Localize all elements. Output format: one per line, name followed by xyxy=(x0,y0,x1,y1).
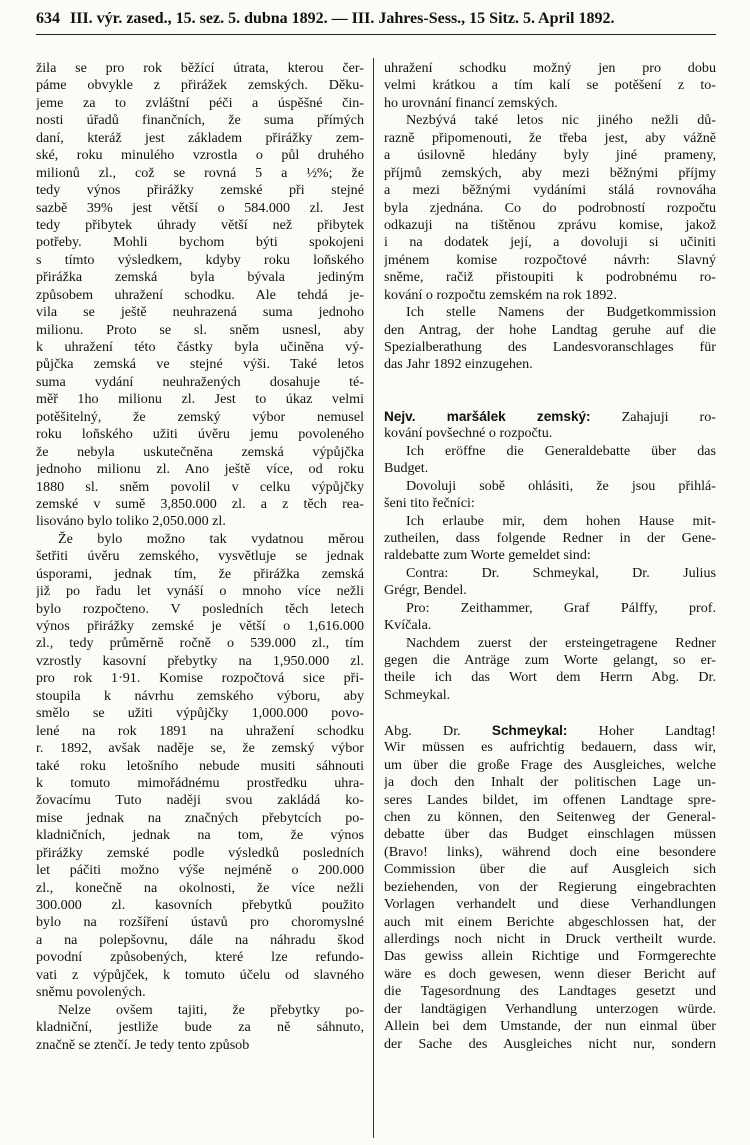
text-line: ské, roku minulého vzrostla o půl druhého xyxy=(36,147,364,164)
text-line: Allein bei dem Umstande, der nun einmal über xyxy=(384,1018,716,1035)
text-line: smělo se užiti výpůjčky 1,000.000 povo- xyxy=(36,705,364,722)
text-line: přirážka zemská byla bývala jediným xyxy=(36,269,364,286)
paragraph-schodek xyxy=(384,60,716,112)
text-line: byla zjednána. Co do podrobností rozpočtu xyxy=(384,199,716,216)
text-line: r. 1892, avšak naděje se, že zemský výbor xyxy=(36,740,364,757)
text-line: let páčiti možno výše nejméně o 200.000 xyxy=(36,862,364,879)
text-line: beziehenden, von der Regierung eingebrachten xyxy=(384,878,716,895)
text-line: 1880 sl. sněm povolil v celku výpůjčky xyxy=(36,478,364,495)
text-line: jménem komise rozpočtové návrh: Slavný xyxy=(384,251,716,268)
text-line: jednoho milionu zl. Ano ještě více, od roku xyxy=(36,461,364,478)
text-line: suma vydání neuhražených dosahuje té- xyxy=(36,373,364,390)
text-line: úsporami, jednak tím, že přirážka zemská xyxy=(36,565,364,582)
text-line: lené na rok 1891 na uhražení schodku xyxy=(36,722,364,739)
paragraph-generaldebatte xyxy=(384,443,716,478)
text-line: také roku letošního nebude musiti sáhnouti xyxy=(36,757,364,774)
paragraph-redner-german xyxy=(384,513,716,565)
text-line: mise jednak na značných přebytcích po- xyxy=(36,809,364,826)
speaker-line xyxy=(384,722,716,739)
text-line: zl., konečně na okolnosti, že více nežli xyxy=(36,879,364,896)
text-line: pro rok 1·91. Komise rozpočtová sice při- xyxy=(36,670,364,687)
speaker-name: Schmeykal: xyxy=(491,722,568,738)
paragraph-navrh xyxy=(384,112,716,304)
page-number: 634 xyxy=(36,10,60,27)
running-header xyxy=(36,6,714,32)
text-line: ho urovnání financí zemských. xyxy=(384,94,558,111)
text-line: kladniční, jestliže bude za ně sáhnuto, xyxy=(36,1019,364,1036)
text-line: Contra: Dr. Schmeykal, Dr. Julius xyxy=(406,564,716,581)
text-line: bylo na rozšíření ústavů pro choromyslné xyxy=(36,914,364,931)
text-line: Spezialberathung des Landesvoranschlages für xyxy=(384,339,716,355)
text-line: zutheilen, dass folgende Redner in der Gene- xyxy=(384,529,716,546)
text-line: der landtägigen Verhandlung unterzogen würde. xyxy=(384,1000,716,1017)
column-divider xyxy=(373,58,374,1138)
text-line: žila se pro rok běžící útrata, kterou čer- xyxy=(36,60,364,76)
text-line: razně připomenouti, že třeba jest, aby vážně xyxy=(384,129,716,146)
text-line: nosti úřadů finančních, že suma přímých xyxy=(36,112,364,129)
text-line: velmi krátkou a tím kalí se potěšení z to- xyxy=(384,77,716,94)
text-line: ja doch den Inhalt der politischen Lage un- xyxy=(384,774,716,791)
text-line: zemské v sumě 3,850.000 zl. a z těch rea- xyxy=(36,495,364,512)
text-line: chen zu können, den Seitenweg der General- xyxy=(384,808,716,825)
text-line: s tímto výsledkem, kdyby roku loňského xyxy=(36,251,364,268)
marshal-name: Nejv. maršálek zemský: xyxy=(384,408,591,424)
text-line: der Sache des Ausgleiches nicht nur, sondern xyxy=(384,1035,716,1052)
text-line: k uhražení této částky byla učiněna vý- xyxy=(36,339,364,355)
text-line: způsobem uhražení schodku. Ale tehdá je- xyxy=(36,286,364,303)
text-line: Schmeykal. xyxy=(384,686,451,703)
text-line: milionů zl., což se rovná 5 a ½%; že xyxy=(36,164,364,181)
text-line: Grégr, Bendel. xyxy=(384,582,467,599)
spacer xyxy=(384,704,716,721)
text-line: i na dodatek její, a dovoluji si učiniti xyxy=(384,234,716,251)
text-line: sněmu povolených. xyxy=(36,984,146,1001)
marshal-line-2: kování povšechné o rozpočtu. xyxy=(384,425,553,442)
text-line: kování o rozpočtu zemském na rok 1892. xyxy=(384,286,617,303)
text-line: theile ich das Wort dem Herrn Abg. Dr. xyxy=(384,669,716,686)
text-line: sněme, račiž přistoupiti k podrobnému ro- xyxy=(384,269,716,286)
text-line: Vorlagen verhandelt und diese Verhandlungen xyxy=(384,896,716,913)
text-line: debatte über das Budget einschlagen müssen xyxy=(384,826,716,843)
text-line: a úsilovně hledány byly jiné prameny, xyxy=(384,147,716,164)
text-line: auch mit einem Berichte abgeschlossen hat, der xyxy=(384,913,716,930)
text-line: Pro: Zeithammer, Graf Pálffy, prof. xyxy=(406,599,716,616)
text-line: daní, kteráž jest základem přirážky zem- xyxy=(36,129,364,146)
text-line: jeme za to zvláštní péči a úspěšné čin- xyxy=(36,94,364,111)
text-line: Ich eröffne die Generaldebatte über das xyxy=(406,442,716,459)
marshal-line xyxy=(384,408,716,425)
text-line: šeni tito řečníci: xyxy=(384,495,475,512)
text-line: (Bravo! links), während doch eine besondere xyxy=(384,843,716,860)
text-line: odkazuji na tištěnou zprávu komise, jakož xyxy=(384,216,716,233)
paragraph-antrag-german xyxy=(384,304,716,374)
text-line: tedy výnos přirážky zemské při stejné xyxy=(36,182,364,199)
paragraph-recnici xyxy=(384,478,716,513)
text-line: Ich erlaube mir, dem hohen Hause mit- xyxy=(406,512,716,529)
speech-body xyxy=(384,739,716,1053)
text-line: Dovoluji sobě ohlásiti, že jsou přihlá- xyxy=(406,477,716,494)
text-line: den Antrag, der hohe Landtag geruhe auf die xyxy=(384,321,716,338)
text-line: měř 1ho milionu zl. Jest to úkaz velmi xyxy=(36,391,364,408)
text-line: zl., tedy průměrně ročně o 539.000 zl., tím xyxy=(36,635,364,652)
text-line: das Jahr 1892 einzugehen. xyxy=(384,356,533,373)
text-line: potěšitelný, že zemský výbor nemusel xyxy=(36,408,364,425)
text-line: značně se ztenčí. Je tedy tento způsob xyxy=(36,1036,250,1053)
text-line: že nebyla uskutečněna zemská výpůjčka xyxy=(36,443,364,460)
text-line: a na polepšovnu, dále na náhradu škod xyxy=(36,931,364,948)
text-line: Nachdem zuerst der ersteingetragene Redner xyxy=(406,634,716,651)
text-line: vati z výpůjček, k tomuto účelu od slavného xyxy=(36,966,364,983)
paragraph-first-speaker xyxy=(384,635,716,705)
text-line: Budget. xyxy=(384,460,429,477)
text-line: bylo rozpočteno. V posledních těch letech xyxy=(36,600,364,617)
text-line: die Tagesordnung des Landtages gesetzt und xyxy=(384,983,716,1000)
text-line: šetřiti úvěru zemského, vysvětluje se jednak xyxy=(36,548,364,565)
text-line: vila se ještě neuhrazená suma jednoho xyxy=(36,304,364,321)
text-line: Nelze ovšem tajiti, že přebytky po- xyxy=(58,1001,364,1018)
speaker-prefix: Abg. Dr. xyxy=(384,722,461,739)
text-line: uhražení schodku možný jen pro dobu xyxy=(384,60,716,76)
text-line: k tomuto mimořádnému prostředku uhra- xyxy=(36,774,364,791)
text-line: potřeby. Mohli bychom býti spokojeni xyxy=(36,234,364,251)
text-line: Nezbývá také letos nic jiného nežli dů- xyxy=(406,112,716,129)
text-line: půjčka zemská ve stejné výši. Také letos xyxy=(36,356,364,373)
text-line: příjmů zemských, aby mezi běžnými příjmy xyxy=(384,164,716,181)
text-line: Kvíčala. xyxy=(384,617,432,634)
text-line: gegen die Anträge zum Worte gelangt, so er- xyxy=(384,652,716,668)
text-line: Das gewiss allein Richtige und Formgerechte xyxy=(384,948,716,965)
speakers-pro xyxy=(384,600,716,635)
text-line: Wir müssen es aufrichtig bedauern, dass wir, xyxy=(384,739,716,756)
text-line: milionu. Proto se sl. sněm usnesl, aby xyxy=(36,321,364,338)
text-line: žovacímu Tuto naději svou zakládá ko- xyxy=(36,792,364,809)
text-line: stoupila k návrhu zemského výboru, aby xyxy=(36,687,364,704)
right-column xyxy=(384,60,716,1053)
text-line: páme obvykle z přirážek zemských. Děku- xyxy=(36,77,364,94)
text-line: sazbě 39% jest větší o 584.000 zl. Jest xyxy=(36,199,364,216)
text-line: a mezi běžnými vydáními stálá rovnováha xyxy=(384,182,716,199)
text-line: allerdings noch nicht in Druck vertheilt wurde. xyxy=(384,931,716,947)
text-line: roku loňského užiti úvěru jemu povoleného xyxy=(36,426,364,443)
text-line: Commission über die auf Ausgleich sich xyxy=(384,861,716,878)
text-line: již po řadu let vynáší o mnoho více nežli xyxy=(36,583,364,600)
speech-opening: Hoher Landtag! xyxy=(598,722,716,739)
text-line: kladničních, jednak na tom, že výnos xyxy=(36,827,364,844)
header-title: III. výr. zased., 15. sez. 5. dubna 1892. — III. Jahres-Sess., 15 Sitz. 5. April 1892. xyxy=(70,10,615,27)
text-line: výnos přirážky zemské je větší o 1,616.000 xyxy=(36,618,364,634)
text-line: seres Landes bildet, im offenen Landtage spre- xyxy=(384,791,716,808)
spacer xyxy=(384,374,716,408)
text-line: um über die große Frage des Ausgleiches, welche xyxy=(384,756,716,773)
text-line: lisováno bylo toliko 2,050.000 zl. xyxy=(36,513,226,530)
left-column xyxy=(36,60,364,1054)
text-line: Že bylo možno tak vydatnou měrou xyxy=(58,530,364,547)
text-line: 300.000 zl. kasovních přebytků použito xyxy=(36,897,364,913)
text-line: přirážky zemské podle výsledků posledních xyxy=(36,844,364,861)
text-line: raldebatte zum Worte gemeldet sind: xyxy=(384,547,591,564)
text-line: povodní způsobených, které lze refundo- xyxy=(36,949,364,966)
text-line: vzrostly kasovní přebytky na 1,950.000 zl. xyxy=(36,652,364,669)
header-rule xyxy=(36,34,716,35)
speakers-contra xyxy=(384,565,716,600)
text-line: tedy přibytek úhrady větší než přibytek xyxy=(36,216,364,233)
text-line: wäre es doch gewesen, wenn dieser Bericht auf xyxy=(384,965,716,982)
text-line: Ich stelle Namens der Budgetkommission xyxy=(406,304,716,321)
marshal-text: Zahajuji ro- xyxy=(621,408,716,425)
